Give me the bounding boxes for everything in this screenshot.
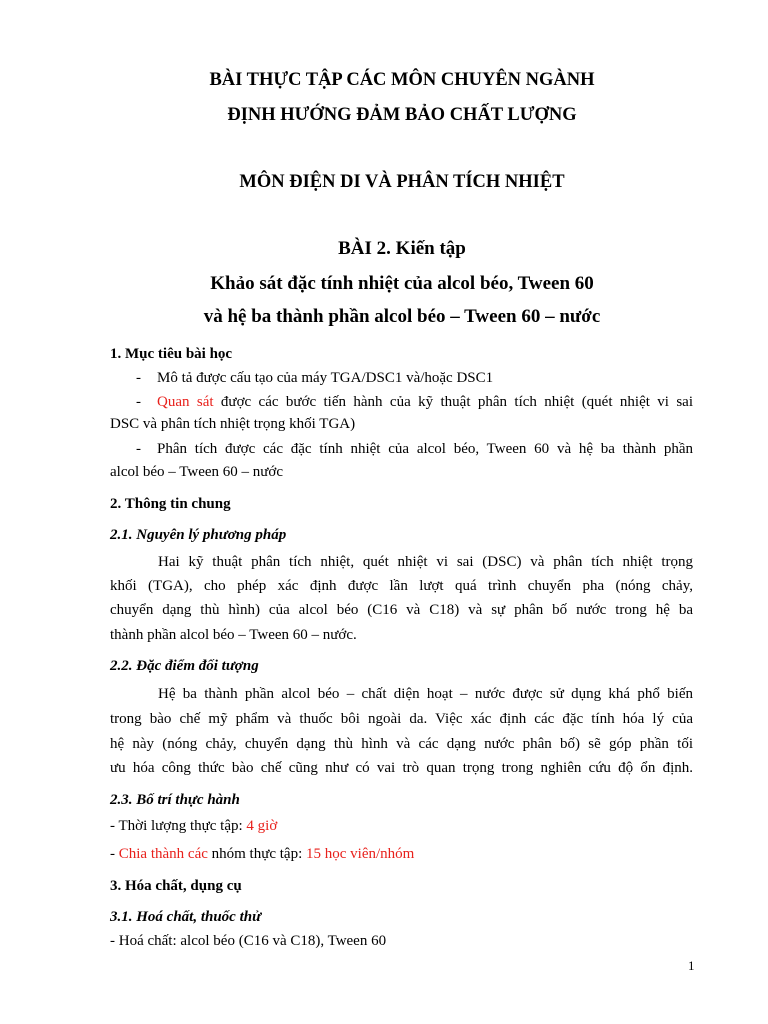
paragraph-2-1-line: khối (TGA), cho phép xác định được lần lượt quá trình chuyển pha (nóng chảy, bbox=[110, 578, 693, 594]
section-2-3-heading: 2.3. Bố trí thực hành bbox=[110, 792, 240, 808]
duration-label: - Thời lượng thực tập: bbox=[110, 818, 247, 834]
groups-value: 15 học viên/nhóm bbox=[306, 846, 415, 862]
paragraph-2-2-line: hệ này (nóng chảy, chuyển dạng thù hình và các dạng nước phân bố) sẽ góp phần tối bbox=[110, 736, 693, 752]
paragraph-2-1-line: Hai kỹ thuật phân tích nhiệt, quét nhiệt vi sai (DSC) và phân tích nhiệt trọng bbox=[158, 554, 693, 570]
subject-title: MÔN ĐIỆN DI VÀ PHÂN TÍCH NHIỆT bbox=[239, 172, 565, 192]
paragraph-2-2-line: Hệ ba thành phần alcol béo – chất diện hoạt – nước được sử dụng khá phổ biến bbox=[158, 686, 693, 702]
section-2-heading: 2. Thông tin chung bbox=[110, 496, 231, 512]
highlight-observe: Quan sát bbox=[157, 394, 214, 410]
objective-3-continuation: alcol béo – Tween 60 – nước bbox=[110, 464, 284, 480]
groups-highlight: Chia thành các bbox=[118, 846, 208, 862]
groups-dash: - bbox=[110, 846, 119, 862]
chemicals-item: - Hoá chất: alcol béo (C16 và C18), Tween 60 bbox=[110, 933, 387, 949]
section-2-1-heading: 2.1. Nguyên lý phương pháp bbox=[110, 527, 287, 543]
objective-2-continuation: DSC và phân tích nhiệt trọng khối TGA) bbox=[110, 416, 356, 432]
header-line-1: BÀI THỰC TẬP CÁC MÔN CHUYÊN NGÀNH bbox=[209, 70, 595, 90]
practice-duration bbox=[110, 818, 277, 835]
objective-3: Phân tích được các đặc tính nhiệt của alcol béo, Tween 60 và hệ ba thành phần bbox=[157, 441, 693, 457]
header-line-2: ĐỊNH HƯỚNG ĐẢM BẢO CHẤT LƯỢNG bbox=[227, 105, 577, 125]
section-3-1-heading: 3.1. Hoá chất, thuốc thử bbox=[110, 909, 262, 925]
paragraph-2-1-line: chuyển dạng thù hình) của alcol béo (C16 và C18) và sự phân bố nước trong hệ ba bbox=[110, 602, 693, 618]
bullet-dash: - bbox=[136, 370, 141, 386]
section-2-2-heading: 2.2. Đặc điểm đối tượng bbox=[110, 658, 259, 674]
paragraph-2-1-line: thành phần alcol béo – Tween 60 – nước. bbox=[110, 627, 357, 643]
paragraph-2-2-line: trong bào chế mỹ phẩm và thuốc bôi ngoài da. Việc xác định các đặc tính hóa lý của bbox=[110, 711, 693, 727]
topic-line-1: Khảo sát đặc tính nhiệt của alcol béo, Tween 60 bbox=[210, 273, 594, 294]
bullet-dash: - bbox=[136, 441, 141, 457]
page-number: 1 bbox=[688, 958, 695, 973]
practice-groups bbox=[110, 846, 414, 863]
topic-line-2: và hệ ba thành phần alcol béo – Tween 60 – nước bbox=[203, 306, 601, 327]
section-1-heading: 1. Mục tiêu bài học bbox=[110, 346, 233, 362]
bullet-dash: - bbox=[136, 394, 141, 410]
paragraph-2-2-line: ưu hóa công thức bào chế cũng như có vai trò quan trọng trong nghiên cứu độ ổn định. bbox=[110, 760, 693, 776]
objective-1: Mô tả được cấu tạo của máy TGA/DSC1 và/hoặc DSC1 bbox=[157, 370, 494, 386]
objective-2 bbox=[157, 394, 693, 411]
lesson-title: BÀI 2. Kiến tập bbox=[338, 238, 466, 259]
groups-label: nhóm thực tập: bbox=[207, 846, 307, 862]
objective-2-text: được các bước tiến hành của kỹ thuật phân tích nhiệt (quét nhiệt vi sai bbox=[213, 394, 693, 410]
duration-value: 4 giờ bbox=[246, 818, 278, 834]
section-3-heading: 3. Hóa chất, dụng cụ bbox=[110, 878, 242, 894]
